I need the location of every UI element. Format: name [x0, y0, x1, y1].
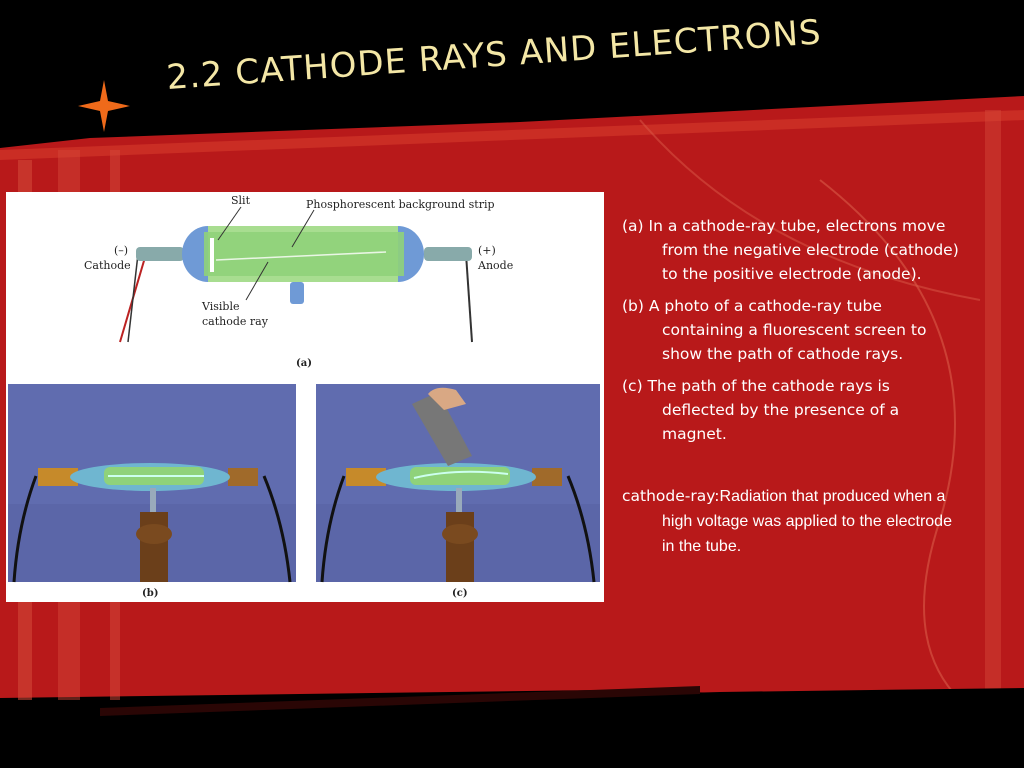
cathode-sign-label: (–): [114, 244, 129, 257]
explanation-text: [622, 214, 962, 559]
definition: [622, 484, 962, 559]
paragraph-c: (c) The path of the cathode rays is deflected by the presence of a magnet.: [622, 377, 900, 443]
strip-label: Phosphorescent background strip: [306, 198, 495, 211]
paragraph-b: (b) A photo of a cathode-ray tube containing a fluorescent screen to show the path of cathode rays.: [622, 297, 927, 363]
slide-title: 2.2 CATHODE RAYS AND ELECTRONS: [165, 12, 823, 99]
caption-a: (a): [296, 358, 312, 369]
photo-c: [316, 384, 600, 584]
anode-label: Anode: [478, 259, 514, 272]
visible-label: Visible: [202, 300, 240, 313]
cathode-label: Cathode: [84, 259, 131, 272]
caption-b: (b): [142, 588, 159, 599]
cathode-ray-figure: [6, 192, 604, 602]
definition-term: cathode-ray:: [622, 487, 720, 505]
definition-body: Radiation that produced when a high voltage was applied to the electrode in the tube.: [662, 488, 952, 555]
tube-diagram: [6, 192, 604, 382]
star-bullet-icon: [76, 78, 132, 134]
caption-c: (c): [452, 588, 468, 599]
paragraph-a: (a) In a cathode-ray tube, electrons move from the negative electrode (cathode) to the positive electrode (anode).: [622, 217, 959, 283]
anode-sign-label: (+): [478, 244, 496, 257]
cathode-ray-label: cathode ray: [202, 315, 268, 328]
slit-label: Slit: [231, 194, 250, 207]
photo-b: [8, 384, 296, 584]
